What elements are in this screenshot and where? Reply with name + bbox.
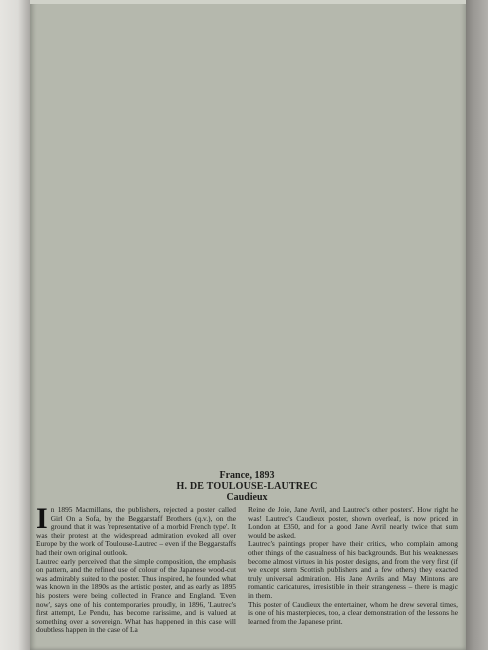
right-page-edge (464, 0, 488, 650)
right-paragraph-1: Reine de Joie, Jane Avril, and Lautrec's other posters'. How right he was! Lautrec's Caudieux poster, shown overleaf, is now priced in London at £350, and for a good Jane Avril nearly twice that sum would be asked. (248, 505, 458, 540)
left-column (36, 502, 236, 635)
article-heading (36, 470, 458, 503)
heading-title: Caudieux (226, 492, 268, 503)
left-page-edge (0, 0, 30, 650)
right-column (248, 506, 458, 626)
text-columns (36, 502, 458, 648)
left-paragraph-1 (36, 502, 236, 558)
left-paragraph-1-text: n 1895 Macmillans, the publishers, rejected a poster called Girl On a Sofa, by the Beggarstaff Brothers (q.v.), on the ground that it was 'representative of a morbid French type'. It was their protest at the widespread admiration evoked all over Europe by the work of Toulouse-Lautrec – even if the Beggarstaffs had their own original outlook. (36, 505, 236, 557)
heading-artist: H. DE TOULOUSE-LAUTREC (176, 481, 318, 492)
heading-date: France, 1893 (219, 470, 275, 481)
article (36, 470, 458, 648)
book-page (30, 0, 466, 650)
left-paragraph-2: Lautrec early perceived that the simple composition, the emphasis on pattern, and the refined use of colour of the Japanese wood-cut was admirably suited to the poster. Thus inspired, he founded what was known in the 1890s as the artistic poster, and as early as 1895 his posters were being collected in France and England. 'Even now', says one of his contemporaries proudly, in 1896, 'Lautrec's first attempt, Le Pendu, has become rarissime, and is valued at something over a sovereign. What has happened in this case will doubtless happen in the case of La (36, 556, 236, 635)
drop-cap: I (36, 502, 48, 535)
page-top-edge (30, 0, 466, 4)
right-paragraph-2: Lautrec's paintings proper have their critics, who complain among other things of the casualness of his backgrounds. But his weaknesses become almost virtues in his poster designs, and from the very first (if we except stern Scottish publishers and a few others) they exacted truly universal admiration. His Jane Avrils and May Mintons are romantic caricatures, irresistible in their strangeness – there is magic in them. (248, 539, 458, 600)
right-paragraph-3: This poster of Caudieux the entertainer, whom he drew several times, is one of his masterpieces, too, a clear demonstration of the lessons he learned from the Japanese print. (248, 599, 458, 626)
